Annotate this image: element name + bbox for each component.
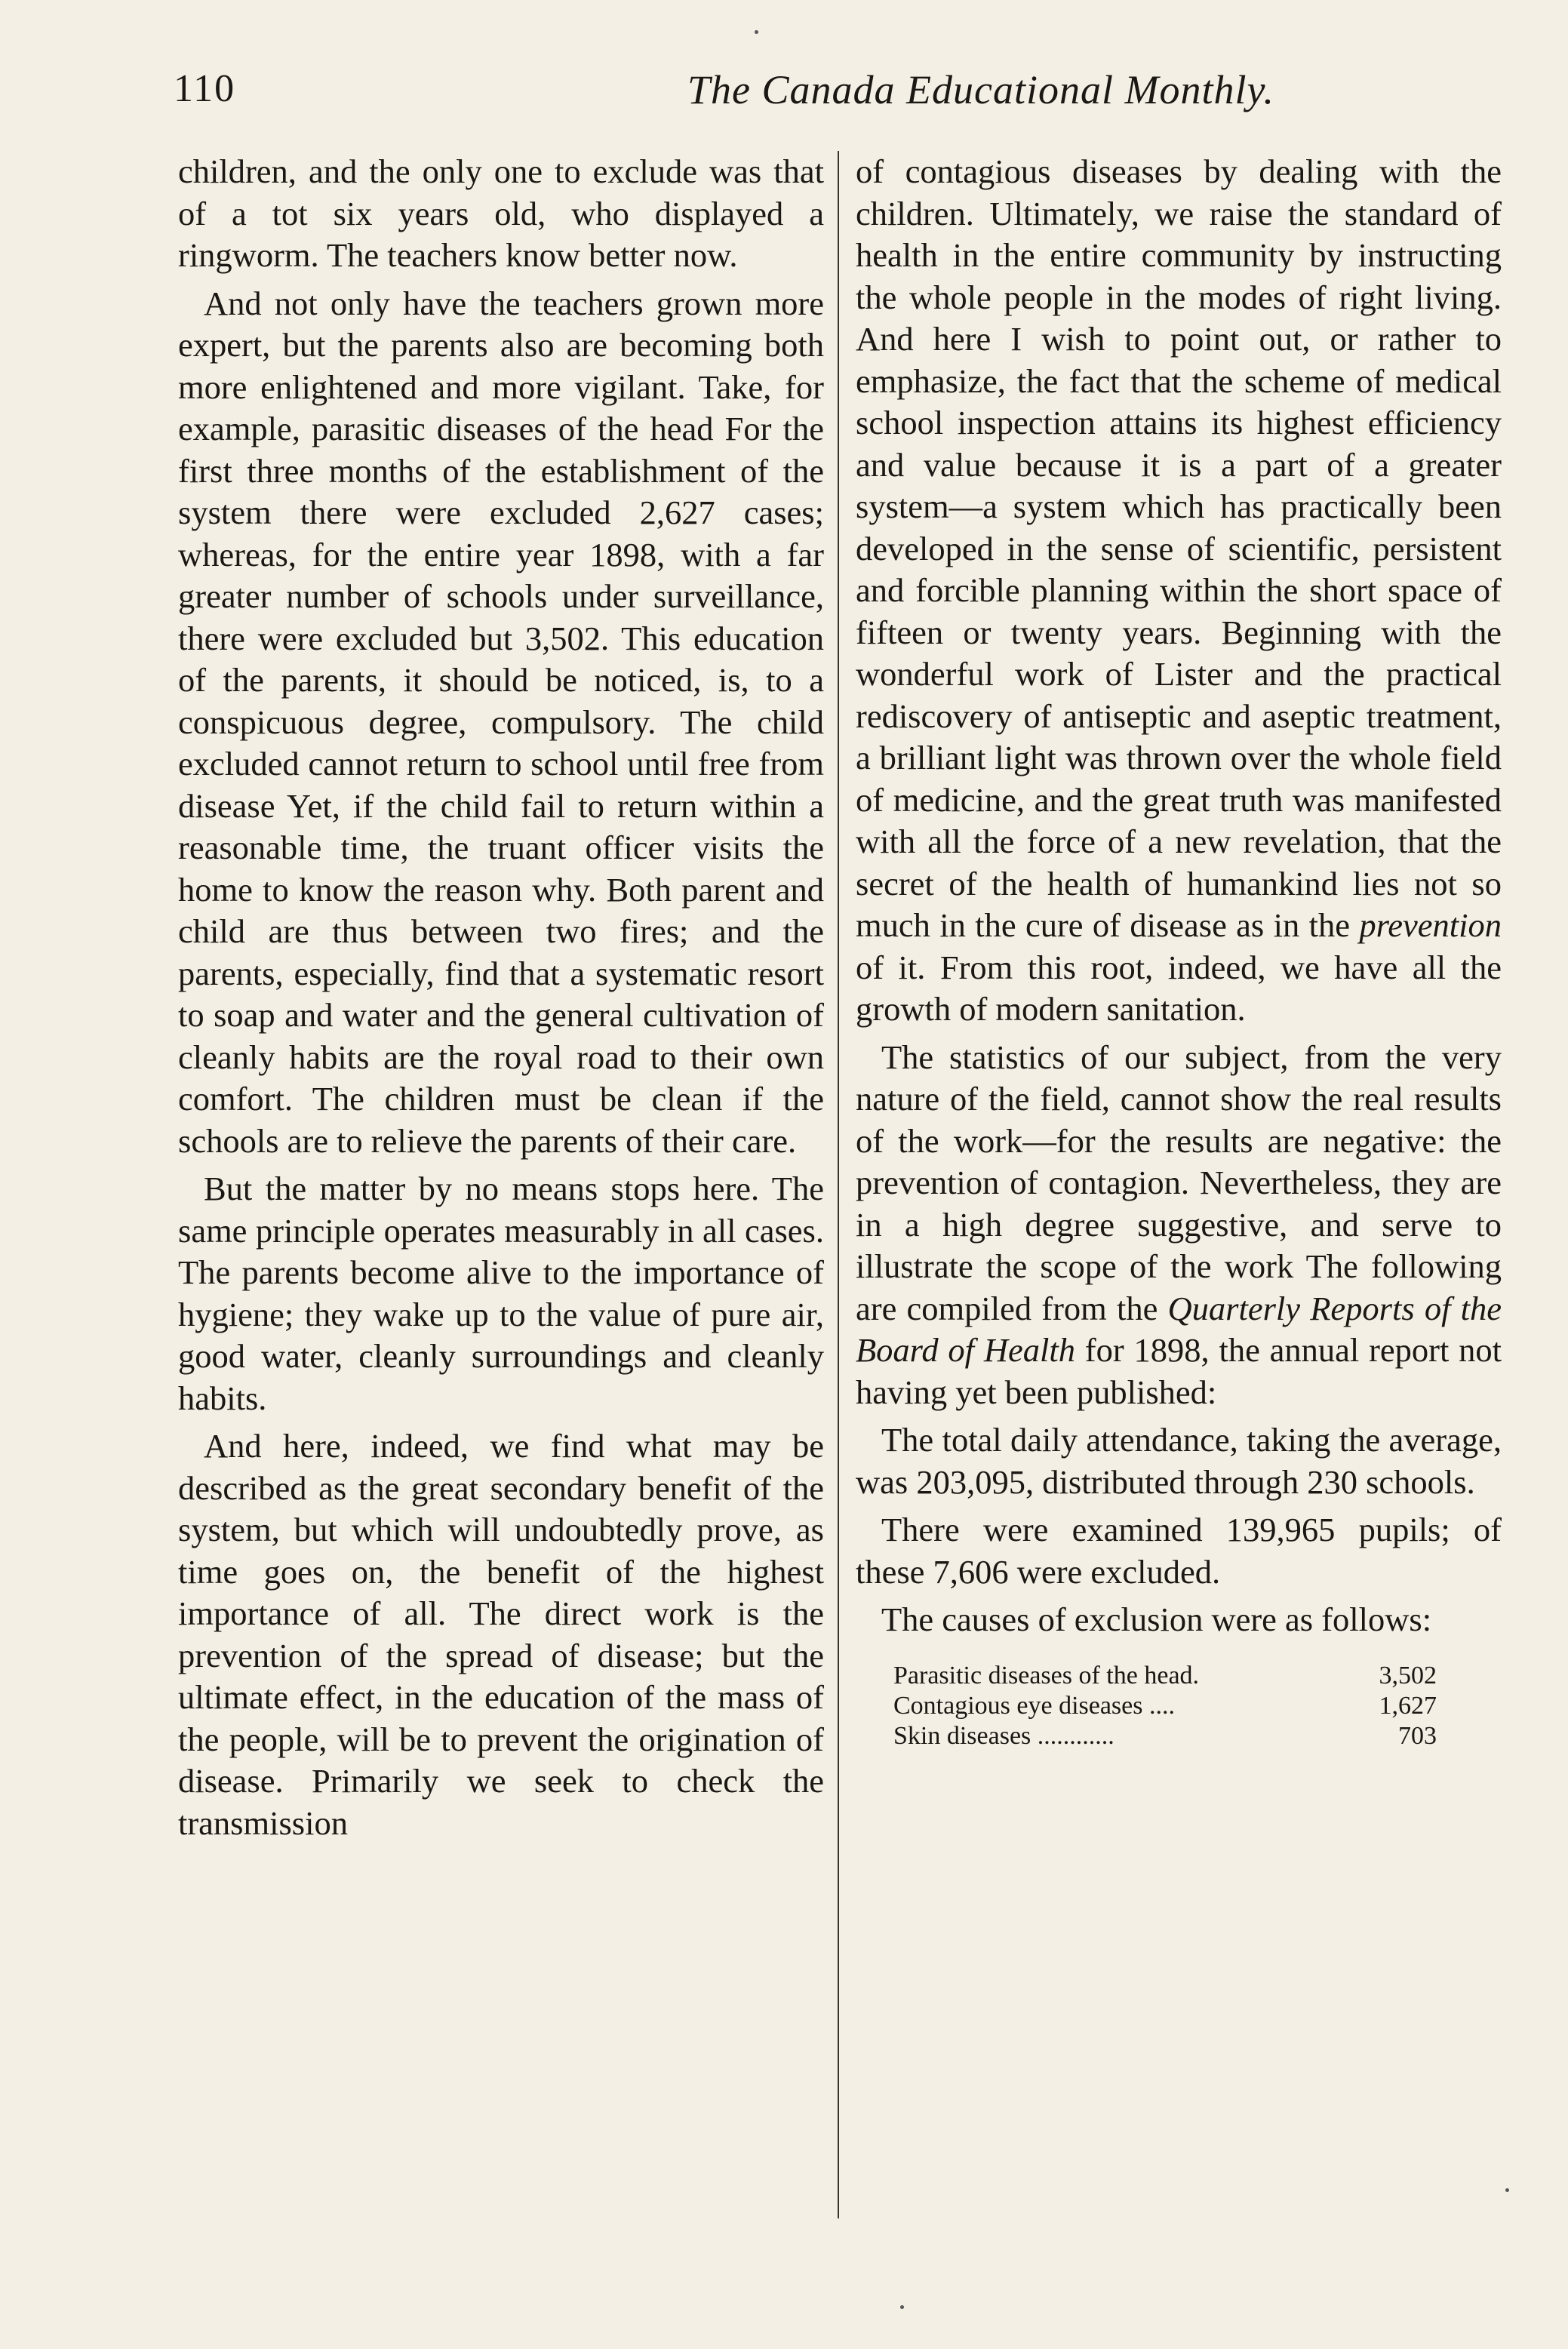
paragraph: [856, 151, 1502, 1031]
cause-label: Parasitic diseases of the head.: [893, 1661, 1200, 1689]
print-speck: [1505, 2188, 1509, 2192]
paragraph: children, and the only one to exclude was that of a tot six years old, who displayed a ringworm. The teachers know better now.: [178, 152, 824, 274]
running-head: [174, 66, 1509, 119]
emphasis: Quarterly Reports of the Board of Health: [856, 1289, 1502, 1369]
cause-label: Skin diseases ............: [893, 1721, 1115, 1750]
left-column: [178, 151, 824, 2249]
cause-count: 1,627: [1379, 1691, 1437, 1720]
table-row: [893, 1661, 1437, 1691]
cause-count: 703: [1398, 1721, 1437, 1750]
exclusion-causes-table: [893, 1661, 1437, 1751]
paragraph: And not only have the teachers grown more expert, but the parents also are becoming both more enlightened and more vigilant. Take, for example, parasitic diseases of the head For the first three months of the establishment of the system there were excluded 2,627 cases; whereas, for the entire year 1898, with a far greater number of schools under surveillance, there were excluded but 3,502. This education of the parents, it should be noticed, is, to a conspicuous degree, compulsory. The child excluded cannot return to school until free from disease Yet, if the child fail to return within a reasonable time, the truant officer visits the home to know the reason why. Both parent and child are thus between two fires; and the parents, especially, find that a systematic resort to soap and water and the general cultivation of cleanly habits are the royal road to their own comfort. The children must be clean if the schools are to relieve the parents of their care.: [178, 284, 824, 1160]
journal-title: The Canada Educational Monthly.: [687, 67, 1274, 112]
text-run: for 1898, the annual report not having yet been published:: [856, 1331, 1502, 1411]
paragraph: There were examined 139,965 pupils; of these 7,606 were excluded.: [856, 1511, 1502, 1591]
text-run: of it. From this root, indeed, we have all the growth of modern sanitation.: [856, 948, 1502, 1028]
paragraph: And here, indeed, we find what may be described as the great secondary benefit of the system, but which will undoubtedly prove, as time goes on, the benefit of the highest importance of all. The direct work is the prevention of the spread of disease; but the ultimate effect, in the education of the mass of the people, will be to prevent the origination of disease. Primarily we seek to check the transmission: [178, 1427, 824, 1842]
paragraph: But the matter by no means stops here. The same principle operates measurably in all cases. The parents become alive to the importance of hygiene; they wake up to the value of pure air, good water, cleanly surroundings and cleanly habits.: [178, 1170, 824, 1417]
cause-count: 3,502: [1379, 1661, 1437, 1689]
paragraph: The causes of exclusion were as follows:: [881, 1600, 1432, 1638]
page-number: 110: [174, 67, 236, 110]
paragraph: [856, 1037, 1502, 1414]
print-speck: [755, 30, 758, 34]
right-column: [856, 151, 1502, 2249]
cause-label: Contagious eye diseases ....: [893, 1691, 1175, 1720]
print-speck: [900, 2305, 904, 2309]
emphasis: prevention: [1359, 906, 1502, 944]
column-rule: [838, 151, 839, 2218]
text-run: The statistics of our subject, from the very nature of the field, cannot show the real results of the work—for the results are negative: the prevention of contagion. Nevertheless, they are in a high degree suggestive, and serve to illustrate the scope of the work The following are compiled from the: [856, 1038, 1502, 1327]
text-run: of contagious diseases by dealing with the children. Ultimately, we raise the standard of health in the entire community by instructing the whole people in the modes of right living. And here I wish to point out, or rather to emphasize, the fact that the scheme of medical school inspection attains its highest efficiency and value because it is a part of a greater system—a system which has practically been developed in the sense of scientific, persistent and forcible planning within the short space of fifteen or twenty years. Beginning with the wonderful work of Lister and the practical rediscovery of antiseptic and aseptic treatment, a brilliant light was thrown over the whole field of medicine, and the great truth was manifested with all the force of a new revelation, that the secret of the health of humankind lies not so much in the cure of disease as in the: [856, 152, 1502, 944]
table-row: [893, 1691, 1437, 1721]
paragraph: The total daily attendance, taking the average, was 203,095, distributed through 230 schools.: [856, 1421, 1502, 1501]
table-row: [893, 1721, 1437, 1751]
